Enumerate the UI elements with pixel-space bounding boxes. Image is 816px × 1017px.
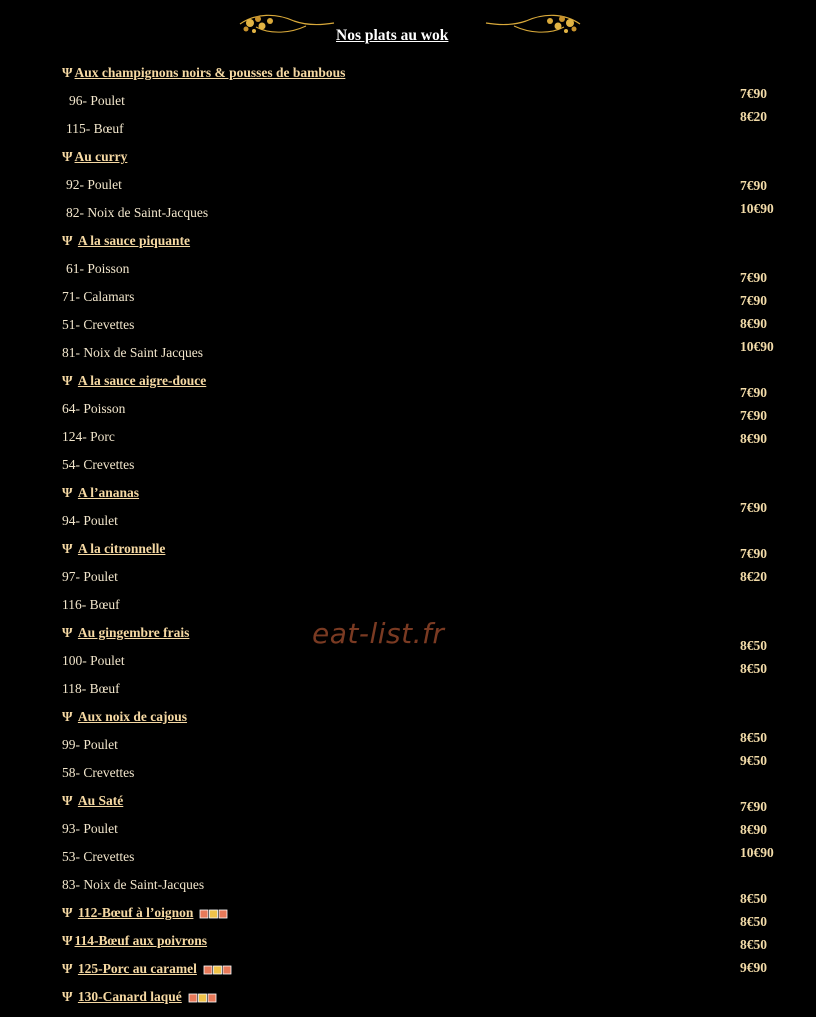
menu-item bbox=[62, 569, 118, 585]
item-label: 99- Poulet bbox=[62, 737, 118, 752]
menu-section-heading bbox=[62, 485, 139, 501]
menu-section-heading bbox=[62, 989, 218, 1005]
price-label: 7€90 bbox=[740, 178, 767, 193]
item-label: 71- Calamars bbox=[62, 289, 135, 304]
menu-item bbox=[62, 765, 134, 781]
menu-item bbox=[62, 653, 125, 669]
spicy-badge-icon bbox=[188, 993, 218, 1003]
menu-item bbox=[62, 177, 122, 193]
section-label: Au curry bbox=[74, 149, 128, 164]
psi-icon: Ψ bbox=[62, 65, 73, 80]
menu-item bbox=[62, 121, 124, 137]
psi-icon: Ψ bbox=[62, 373, 76, 388]
spicy-badge-icon bbox=[199, 909, 229, 919]
menu-item bbox=[62, 93, 125, 109]
item-label: 81- Noix de Saint Jacques bbox=[62, 345, 203, 360]
section-label: 125-Porc au caramel bbox=[77, 961, 197, 976]
menu-section-heading bbox=[62, 149, 127, 165]
menu-item bbox=[62, 821, 118, 837]
psi-icon: Ψ bbox=[62, 541, 76, 556]
item-label: 100- Poulet bbox=[62, 653, 125, 668]
price-label: 8€50 bbox=[740, 891, 767, 906]
page-title: Nos plats au wok bbox=[336, 27, 449, 44]
price-label: 7€90 bbox=[740, 500, 767, 515]
section-label: A l’ananas bbox=[77, 485, 140, 500]
item-label: 97- Poulet bbox=[62, 569, 118, 584]
item-label: 54- Crevettes bbox=[62, 457, 135, 472]
section-label: 130-Canard laqué bbox=[77, 989, 182, 1004]
psi-icon: Ψ bbox=[62, 485, 76, 500]
menu-item bbox=[62, 317, 134, 333]
menu-item bbox=[62, 597, 120, 613]
menu-item bbox=[62, 457, 134, 473]
menu-item bbox=[62, 345, 203, 361]
section-label: A la sauce aigre-douce bbox=[77, 373, 207, 388]
menu-item bbox=[62, 849, 134, 865]
menu-item bbox=[62, 261, 129, 277]
watermark: eat-list.fr bbox=[312, 617, 445, 650]
menu-section-heading bbox=[62, 793, 123, 809]
spicy-badge-icon bbox=[203, 965, 233, 975]
price-label: 8€50 bbox=[740, 638, 767, 653]
section-label: A la citronnelle bbox=[77, 541, 166, 556]
item-label: 93- Poulet bbox=[62, 821, 118, 836]
price-label: 8€50 bbox=[740, 730, 767, 745]
section-label: A la sauce piquante bbox=[77, 233, 191, 248]
item-label: 92- Poulet bbox=[66, 177, 122, 192]
menu-section-heading bbox=[62, 541, 165, 557]
item-label: 96- Poulet bbox=[69, 93, 125, 108]
section-label: Au gingembre frais bbox=[77, 625, 190, 640]
item-label: 115- Bœuf bbox=[66, 121, 124, 136]
menu-item bbox=[62, 429, 115, 445]
price-label: 10€90 bbox=[740, 845, 774, 860]
psi-icon: Ψ bbox=[62, 793, 76, 808]
price-label: 7€90 bbox=[740, 293, 767, 308]
item-label: 83- Noix de Saint-Jacques bbox=[62, 877, 205, 892]
item-label: 58- Crevettes bbox=[62, 765, 135, 780]
psi-icon: Ψ bbox=[62, 709, 76, 724]
psi-icon: Ψ bbox=[62, 989, 76, 1004]
price-label: 8€50 bbox=[740, 661, 767, 676]
price-label: 7€90 bbox=[740, 86, 767, 101]
menu-section-heading bbox=[62, 905, 229, 921]
menu-section-heading bbox=[62, 709, 187, 725]
menu-section-heading bbox=[62, 233, 190, 249]
menu-section-heading bbox=[62, 373, 206, 389]
menu-item bbox=[62, 681, 120, 697]
menu-item bbox=[62, 877, 204, 893]
psi-icon: Ψ bbox=[62, 961, 76, 976]
price-label: 8€90 bbox=[740, 822, 767, 837]
price-label: 7€90 bbox=[740, 546, 767, 561]
item-label: 116- Bœuf bbox=[62, 597, 120, 612]
psi-icon: Ψ bbox=[62, 625, 76, 640]
item-label: 118- Bœuf bbox=[62, 681, 120, 696]
price-label: 8€20 bbox=[740, 109, 767, 124]
price-label: 10€90 bbox=[740, 201, 774, 216]
section-label: Aux noix de cajous bbox=[77, 709, 188, 724]
item-label: 94- Poulet bbox=[62, 513, 118, 528]
price-label: 7€90 bbox=[740, 385, 767, 400]
price-label: 7€90 bbox=[740, 408, 767, 423]
price-label: 9€90 bbox=[740, 960, 767, 975]
menu-item bbox=[62, 289, 134, 305]
item-label: 64- Poisson bbox=[62, 401, 126, 416]
item-label: 51- Crevettes bbox=[62, 317, 135, 332]
item-label: 61- Poisson bbox=[66, 261, 130, 276]
price-label: 9€50 bbox=[740, 753, 767, 768]
psi-icon: Ψ bbox=[62, 149, 73, 164]
menu-item bbox=[62, 513, 118, 529]
section-label: 112-Bœuf à l’oignon bbox=[77, 905, 194, 920]
menu-item bbox=[62, 401, 125, 417]
price-label: 8€90 bbox=[740, 431, 767, 446]
menu-section-heading bbox=[62, 933, 207, 949]
price-label: 7€90 bbox=[740, 799, 767, 814]
price-label: 10€90 bbox=[740, 339, 774, 354]
price-label: 7€90 bbox=[740, 270, 767, 285]
psi-icon: Ψ bbox=[62, 233, 76, 248]
price-label: 8€90 bbox=[740, 316, 767, 331]
menu-item bbox=[62, 205, 208, 221]
price-label: 8€50 bbox=[740, 914, 767, 929]
section-label: 114-Bœuf aux poivrons bbox=[74, 933, 208, 948]
item-label: 124- Porc bbox=[62, 429, 115, 444]
section-label: Au Saté bbox=[77, 793, 124, 808]
item-label: 82- Noix de Saint-Jacques bbox=[66, 205, 209, 220]
price-label: 8€20 bbox=[740, 569, 767, 584]
menu-item bbox=[62, 737, 118, 753]
item-label: 53- Crevettes bbox=[62, 849, 135, 864]
menu-section-heading bbox=[62, 65, 345, 81]
section-label: Aux champignons noirs & pousses de bambous bbox=[74, 65, 346, 80]
psi-icon: Ψ bbox=[62, 933, 73, 948]
menu-section-heading bbox=[62, 961, 233, 977]
price-label: 8€50 bbox=[740, 937, 767, 952]
psi-icon: Ψ bbox=[62, 905, 76, 920]
menu-section-heading bbox=[62, 625, 189, 641]
